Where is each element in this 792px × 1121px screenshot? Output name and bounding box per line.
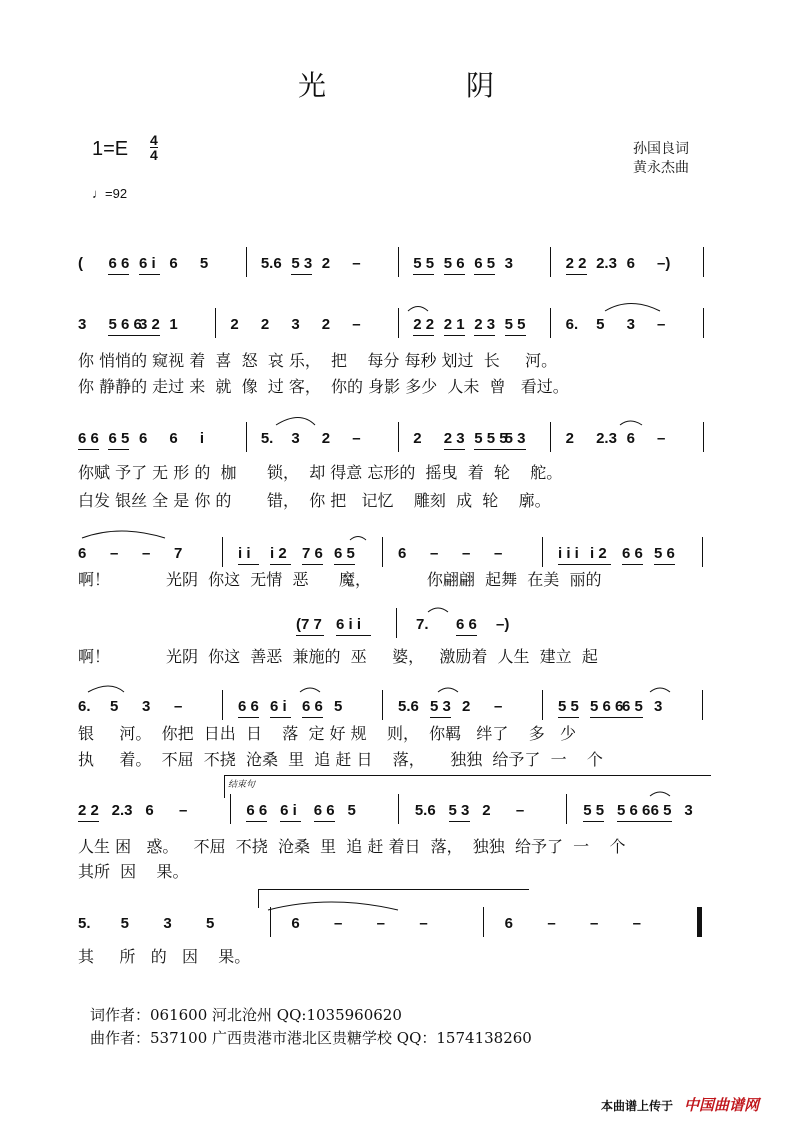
lyric-line: 白发 银丝 全 是 你 的 错， 你 把 记忆 雕刻 成 轮 廓。 [78,491,551,510]
note: 5 [110,698,119,715]
note: 2.3 [596,255,617,272]
note: 6 [504,915,513,932]
note: 5.6 [414,802,436,819]
note: – [632,915,641,932]
note: – [352,430,361,447]
lyricist-credit: 孙国良词 [633,141,689,157]
note: 2 [462,698,471,715]
note: 6. [565,316,579,333]
note: 6 i [280,802,297,819]
note: 5 6 6 [616,802,651,819]
time-signature: 4 4 [150,132,158,163]
note: – [430,545,439,562]
note: 6 [398,545,407,562]
lyric-line: 你赋 予了 无 形 的 枷 锁， 却 得意 忘形的 摇曳 着 轮 舵。 [78,463,563,482]
note: 3 [291,316,300,333]
note: 5.6 [398,698,419,715]
note: 7 [174,545,183,562]
note: 3 [78,316,87,333]
lyric-line: 啊！ 光阴 你这 无情 恶 魔， 你翩翩 起舞 在美 丽的 [78,570,602,589]
upload-notice: 本曲谱上传于 [601,1099,674,1113]
note: 6 5 [622,698,643,715]
note: 1 [169,316,178,333]
note: 2 [230,316,239,333]
note: 2 2 [78,802,99,819]
note: 6 [169,430,178,447]
note: 6 6 [78,430,99,447]
note: 3 [654,698,663,715]
note: 5 [199,255,209,272]
note: 2 2 [413,316,435,333]
note: 5. [78,915,91,932]
note: – [334,915,343,932]
note: 6 i [138,255,156,272]
lyric-line: 你 静静的 走过 来 就 像 过 客， 你的 身影 多少 人未 曾 看过。 [78,377,569,396]
note: – [515,802,525,819]
lyricist-info: 词作者：061600 河北沧州 QQ:1035960620 [90,1006,402,1024]
note: 2.3 [596,430,617,447]
lyric-line: 银 河。 你把 日出 日 落 定 好 规 则， 你羁 绊了 多 少 [78,724,577,743]
note: 6 [291,915,300,932]
note: – [352,316,361,333]
note: – [494,698,503,715]
note: 3 [291,430,300,447]
note: 6 i [270,698,287,715]
note: 3 [626,316,635,333]
note: 6 6 [456,616,477,633]
note: 6 [145,802,154,819]
note: – [352,255,361,272]
note: 5 6 6 [108,316,142,333]
note: 6 i i [336,616,362,633]
note: 2 3 [443,430,465,447]
note: 5 5 [558,698,579,715]
note: – [462,545,471,562]
note: 2 1 [443,316,465,333]
note: 3 [163,915,172,932]
note: – [494,545,503,562]
note: 2 [260,316,270,333]
note: 7 6 [302,545,323,562]
note: 6. [78,698,91,715]
composer-info: 曲作者：537100 广西贵港市港北区贵糖学校 QQ：1574138260 [90,1029,532,1047]
note: 5 [347,802,356,819]
note: 6 [626,430,635,447]
note: 6 [78,545,87,562]
note: 6 [626,255,635,272]
note: – [179,802,188,819]
note: 7. [416,616,429,633]
note: 5 5 [413,255,435,272]
note: – [110,545,119,562]
lyric-line: 你 悄悄的 窥视 着 喜 怒 哀 乐， 把 每分 每秒 划过 长 河。 [78,351,558,370]
note: 6 [169,255,178,272]
note: i [199,430,205,447]
note: 2 [321,316,331,333]
note: 6 6 [108,255,130,272]
note: 5. [260,430,274,447]
note: 6 6 [313,802,335,819]
note: 6 6 [246,802,268,819]
site-logo[interactable]: 中国曲谱网 [684,1097,760,1114]
note: 2 [321,255,331,272]
note: 6 6 [302,698,323,715]
note: 5 6 [654,545,675,562]
note: 2 [413,430,422,447]
note: 5 3 [504,430,526,447]
note: 2 [565,430,574,447]
note: 6 5 [474,255,496,272]
note: 5 3 [448,802,470,819]
note: i 2 [270,545,287,562]
note: 2 [321,430,331,447]
note: i 2 [590,545,607,562]
note: 2 2 [565,255,587,272]
note: 5 [596,316,605,333]
note: 2 [482,802,491,819]
note: 5.6 [260,255,282,272]
note: 5 6 [443,255,465,272]
lyric-line: 啊！ 光阴 你这 善恶 兼施的 巫 婆， 激励着 人生 建立 起 [78,647,598,666]
lyric-line: 执 着。 不屈 不挠 沧桑 里 追 赶 日 落， 独独 给予了 一 个 [78,750,603,769]
note: 6 5 [334,545,355,562]
note: – [376,915,385,932]
note: –) [657,255,671,272]
composer-credit: 黄永杰曲 [633,160,689,176]
note: 6 6 [238,698,259,715]
note: – [174,698,183,715]
note: 5 6 6 [590,698,624,715]
song-title: 光 阴 [297,69,494,102]
note: 5 [120,915,129,932]
note: – [590,915,599,932]
note: – [657,430,666,447]
note: – [419,915,428,932]
note: i i [238,545,251,562]
note: 5 3 [291,255,313,272]
note: 3 [142,698,151,715]
note: 6 6 [622,545,643,562]
note: 2.3 [111,802,133,819]
ending-label: 结束句 [228,780,256,790]
note: – [547,915,556,932]
note: 6 5 [650,802,672,819]
note: 3 [684,802,693,819]
note: 5 5 5 [474,430,508,447]
note: –) [496,616,510,633]
note: ( [78,255,83,272]
note: – [142,545,151,562]
lyric-line: 其所 因 果。 [78,862,189,881]
note: 3 [504,255,513,272]
note: 5 3 [430,698,451,715]
note: 5 [206,915,215,932]
note: 6 [138,430,148,447]
note: 5 5 [583,802,605,819]
note: 5 5 [504,316,526,333]
note: (7 7 [296,616,322,633]
note: – [657,316,666,333]
lyric-line: 其 所 的 因 果。 [78,947,251,966]
note: i i i [558,545,579,562]
key-signature: 1=E [92,138,129,160]
note: 3 2 [138,316,160,333]
note: 6 5 [108,430,130,447]
tempo-marking: ♩=92 [92,186,128,201]
note: 2 3 [474,316,496,333]
lyric-line: 人生 困 惑。 不屈 不挠 沧桑 里 追 赶 着日 落， 独独 给予了 一 个 [78,837,626,856]
note: 5 [334,698,343,715]
